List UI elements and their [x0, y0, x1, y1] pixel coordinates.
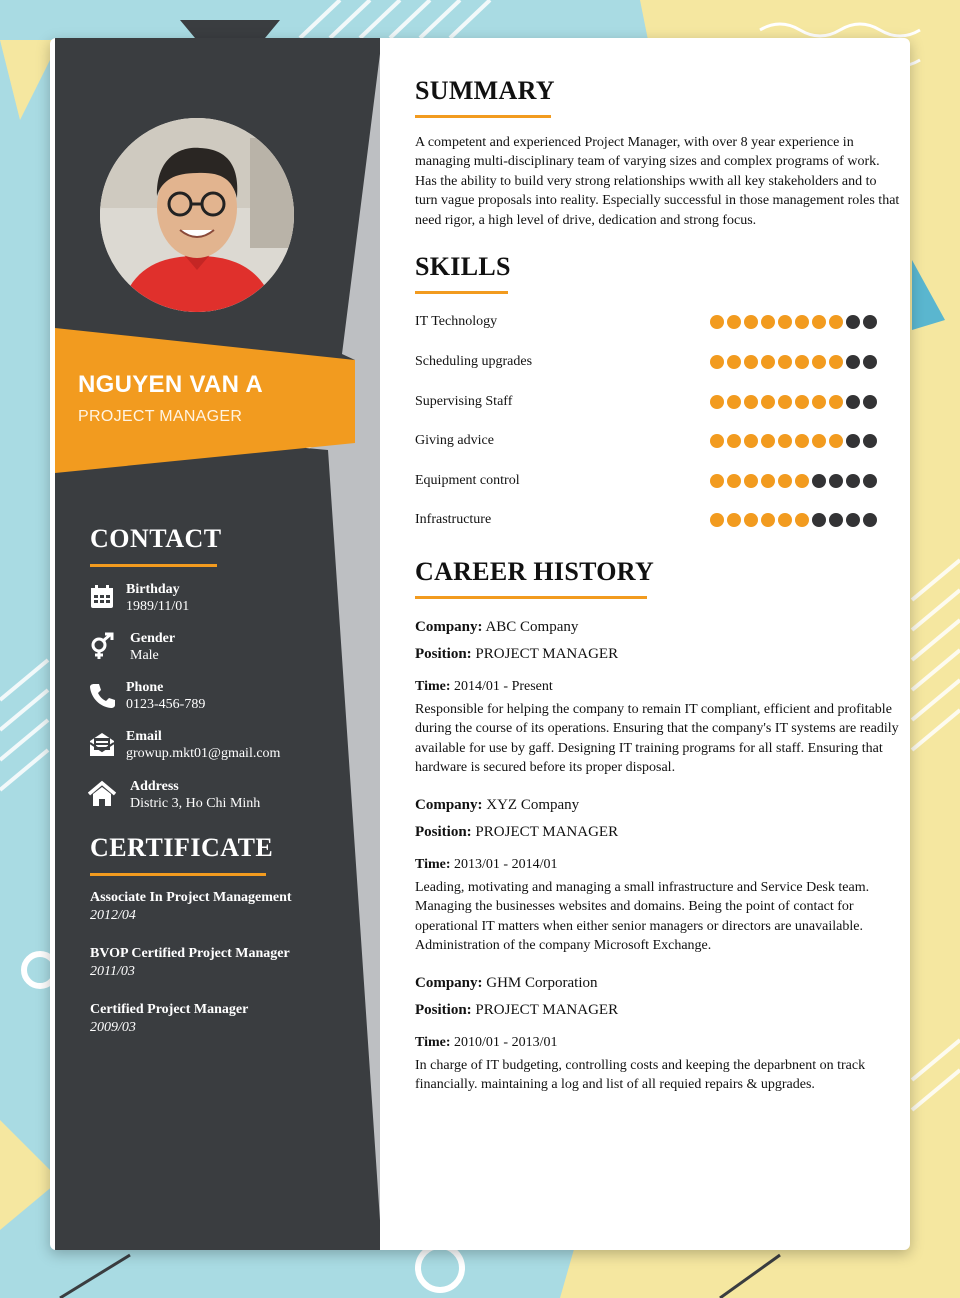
skill-dot-empty	[846, 315, 860, 329]
skill-dot-filled	[778, 474, 792, 488]
position-label: Position:	[415, 824, 472, 840]
position-name: PROJECT MANAGER	[475, 646, 619, 662]
gender-value: Male	[130, 648, 159, 663]
skill-dot-empty	[812, 513, 826, 527]
job-time: 2013/01 - 2014/01	[454, 857, 558, 872]
skill-dot-filled	[778, 513, 792, 527]
summary-text: A competent and experienced Project Manager, with over 8 year experience in managing multi-disciplinary team of varying sizes and complex programs of work. Has the ability to build very strong relationships wwith all key stakeholders and to turn vague proposals into reality. Especially successful in those management roles that need rigor, a high level of drive, dedication and strong focus.	[415, 135, 900, 228]
skill-dot-empty	[846, 355, 860, 369]
contact-gender	[88, 630, 175, 664]
skill-dot-filled	[761, 474, 775, 488]
company-label: Company:	[415, 619, 483, 635]
skill-name: Infrastructure	[415, 512, 492, 527]
skill-name: Scheduling upgrades	[415, 354, 533, 369]
skill-rating	[707, 434, 877, 448]
certificate-title: BVOP Certified Project Manager	[90, 946, 290, 961]
skill-dot-filled	[710, 474, 724, 488]
skill-dot-filled	[727, 315, 741, 329]
skill-dot-empty	[846, 513, 860, 527]
skill-dot-empty	[863, 434, 877, 448]
home-icon	[88, 780, 116, 808]
certificate-underline	[90, 873, 266, 876]
certificate-item	[90, 889, 292, 925]
contact-underline	[90, 564, 217, 567]
gender-icon	[88, 632, 116, 660]
skill-row	[415, 392, 877, 412]
certificate-title: Associate In Project Management	[90, 890, 292, 905]
skill-dot-empty	[812, 474, 826, 488]
skill-row	[415, 510, 877, 530]
skill-name: Equipment control	[415, 473, 520, 488]
skill-dot-filled	[727, 434, 741, 448]
career-underline	[415, 596, 647, 599]
skill-dot-filled	[710, 315, 724, 329]
skill-dot-filled	[761, 315, 775, 329]
skill-dot-filled	[778, 355, 792, 369]
skill-row	[415, 471, 877, 491]
address-label: Address	[130, 779, 179, 794]
company-name: GHM Corporation	[486, 975, 598, 991]
skill-dot-filled	[727, 513, 741, 527]
skill-dot-filled	[812, 355, 826, 369]
skill-rating	[707, 474, 877, 488]
skill-dot-filled	[710, 434, 724, 448]
skill-dot-filled	[795, 315, 809, 329]
skill-dot-empty	[863, 315, 877, 329]
skill-dot-filled	[727, 395, 741, 409]
skill-name: IT Technology	[415, 314, 498, 329]
company-label: Company:	[415, 797, 483, 813]
certificate-date: 2012/04	[90, 908, 136, 923]
skill-dot-filled	[761, 355, 775, 369]
summary-underline	[415, 115, 551, 118]
skill-dot-filled	[812, 315, 826, 329]
skill-dot-empty	[846, 474, 860, 488]
certificate-item	[90, 1001, 248, 1037]
skills-heading: SKILLS	[415, 252, 511, 281]
skill-dot-empty	[863, 355, 877, 369]
skill-dot-empty	[829, 513, 843, 527]
skill-dot-empty	[863, 395, 877, 409]
email-label: Email	[126, 729, 162, 744]
skill-dot-filled	[795, 434, 809, 448]
skills-underline	[415, 291, 508, 294]
phone-value: 0123-456-789	[126, 697, 206, 712]
certificate-item	[90, 945, 290, 981]
company-name: XYZ Company	[486, 797, 580, 813]
job-time: 2014/01 - Present	[454, 679, 553, 694]
company-name: ABC Company	[485, 619, 579, 635]
skill-dot-empty	[863, 474, 877, 488]
skill-row	[415, 352, 877, 372]
job-description: Leading, motivating and managing a small infrastructure and Service Desk team. Managing the businesses websites and domains. Being the point of contact for operational IT matters when either senior managers or directors are unavailable. Administration of the company Microsoft Exchange.	[415, 880, 870, 954]
skill-dot-filled	[778, 434, 792, 448]
skill-dot-filled	[710, 513, 724, 527]
time-label: Time:	[415, 679, 451, 694]
job-description: In charge of IT budgeting, controlling costs and keeping the deparbnent on track financially. maintaining a log and list of all requied repairs & upgrades.	[415, 1058, 866, 1093]
skill-rating	[707, 315, 877, 329]
skill-dot-filled	[761, 434, 775, 448]
certificate-date: 2011/03	[90, 964, 135, 979]
skill-dot-filled	[795, 395, 809, 409]
position-name: PROJECT MANAGER	[475, 824, 619, 840]
skill-dot-filled	[744, 513, 758, 527]
skill-dot-filled	[795, 474, 809, 488]
contact-address	[88, 778, 260, 812]
resume-sheet	[50, 38, 910, 1250]
birthday-value: 1989/11/01	[126, 599, 190, 614]
contact-phone	[88, 679, 205, 713]
certificate-title: Certified Project Manager	[90, 1002, 249, 1017]
certificate-heading: CERTIFICATE	[90, 833, 274, 862]
skill-dot-empty	[846, 395, 860, 409]
position-name: PROJECT MANAGER	[475, 1002, 619, 1018]
skill-dot-filled	[744, 474, 758, 488]
skill-dot-empty	[829, 474, 843, 488]
position-label: Position:	[415, 1002, 472, 1018]
skill-row	[415, 312, 877, 332]
name-banner	[78, 371, 263, 426]
profile-title: PROJECT MANAGER	[78, 408, 243, 425]
address-value: Distric 3, Ho Chi Minh	[130, 796, 261, 811]
job-entry	[415, 618, 900, 778]
birthday-label: Birthday	[126, 582, 180, 597]
skill-rating	[707, 355, 877, 369]
job-entry	[415, 796, 900, 956]
skill-name: Supervising Staff	[415, 394, 513, 409]
skill-dot-filled	[795, 513, 809, 527]
time-label: Time:	[415, 1035, 451, 1050]
skill-dot-filled	[744, 355, 758, 369]
skill-rating	[707, 395, 877, 409]
job-time: 2010/01 - 2013/01	[454, 1035, 558, 1050]
profile-photo	[100, 118, 294, 312]
phone-icon	[88, 681, 116, 709]
contact-heading: CONTACT	[90, 524, 222, 553]
skill-dot-filled	[761, 513, 775, 527]
career-heading: CAREER HISTORY	[415, 557, 655, 586]
certificate-date: 2009/03	[90, 1020, 136, 1035]
skill-row	[415, 431, 877, 451]
skill-dot-filled	[829, 395, 843, 409]
time-label: Time:	[415, 857, 451, 872]
skill-name: Giving advice	[415, 433, 494, 448]
skill-dot-filled	[778, 395, 792, 409]
skill-dot-filled	[812, 395, 826, 409]
skill-dot-filled	[829, 315, 843, 329]
skill-dot-filled	[727, 355, 741, 369]
skill-dot-filled	[812, 434, 826, 448]
skill-dot-filled	[727, 474, 741, 488]
skill-dot-filled	[829, 434, 843, 448]
company-label: Company:	[415, 975, 483, 991]
skill-dot-filled	[795, 355, 809, 369]
email-value: growup.mkt01@gmail.com	[126, 746, 281, 761]
job-entry	[415, 974, 900, 1095]
skill-dot-filled	[761, 395, 775, 409]
contact-birthday	[88, 581, 189, 615]
calendar-icon	[88, 583, 116, 611]
gender-label: Gender	[130, 631, 176, 646]
skill-dot-filled	[710, 355, 724, 369]
skill-dot-empty	[846, 434, 860, 448]
skill-dot-filled	[744, 434, 758, 448]
contact-email	[88, 728, 280, 762]
position-label: Position:	[415, 646, 472, 662]
profile-name: NGUYEN VAN A	[78, 371, 263, 398]
skill-dot-filled	[744, 395, 758, 409]
email-icon	[88, 730, 116, 758]
skill-dot-filled	[710, 395, 724, 409]
summary-heading: SUMMARY	[415, 76, 555, 105]
skill-dot-filled	[829, 355, 843, 369]
skill-dot-filled	[744, 315, 758, 329]
skill-dot-filled	[778, 315, 792, 329]
job-description: Responsible for helping the company to remain IT compliant, efficient and profitable during the course of its operations. Ensuring that the company's IT systems are readily available for use by gaff. Designing IT training programs for all staff. Ensuring that hardware is secured before its proper disposal.	[415, 702, 899, 776]
phone-label: Phone	[126, 680, 164, 695]
skill-rating	[707, 513, 877, 527]
skill-dot-empty	[863, 513, 877, 527]
